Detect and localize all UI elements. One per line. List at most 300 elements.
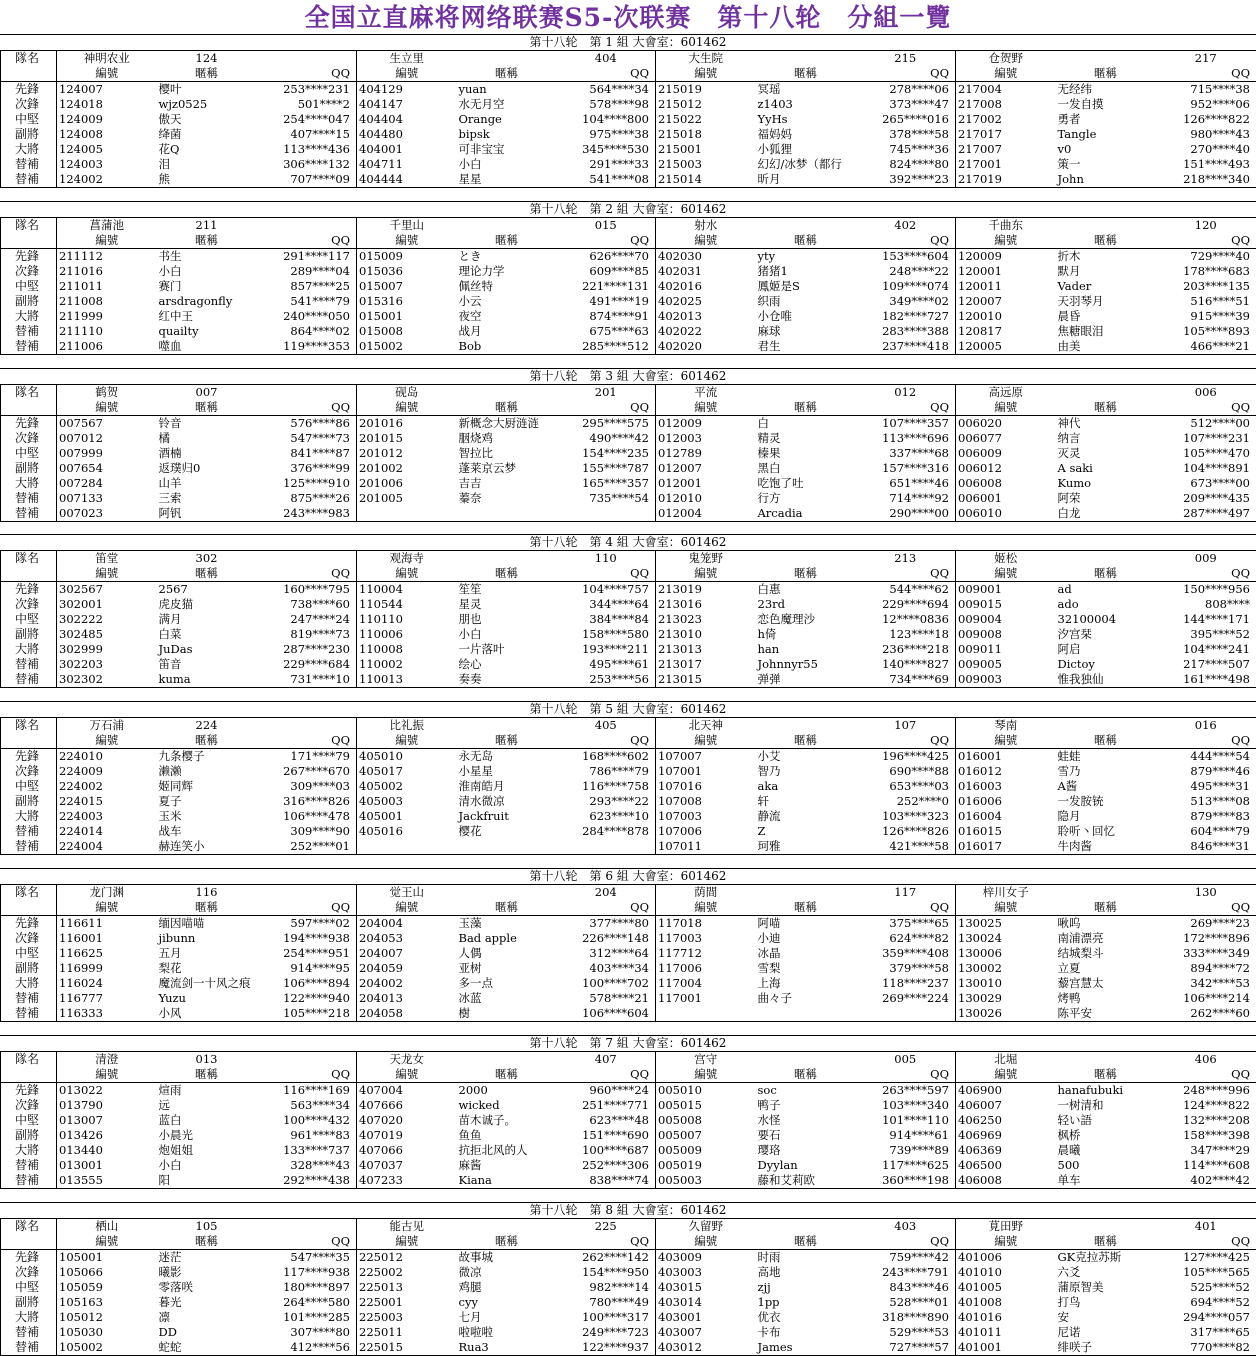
- table-row: [1, 1310, 1256, 1325]
- player-nick: wicked: [457, 1098, 557, 1113]
- group-header: 第十八轮 第 1 組 大會室：601462: [0, 34, 1256, 51]
- code-header: 編號: [57, 400, 157, 416]
- position-label: 中堅: [1, 1113, 57, 1128]
- position-label: 先鋒: [1, 916, 57, 932]
- player-code: 401016: [956, 1310, 1056, 1325]
- player-nick: 战车: [157, 824, 257, 839]
- team-spacer: [457, 1052, 557, 1067]
- table-row: [1, 324, 1256, 339]
- player-code: 009008: [956, 627, 1056, 642]
- team-name: 射水: [656, 218, 756, 233]
- player-qq: 217****507: [1156, 657, 1256, 672]
- header-blank: [1, 400, 57, 416]
- player-nick: 天羽琴月: [1056, 294, 1156, 309]
- player-code: 005003: [656, 1173, 756, 1189]
- player-qq: 158****398: [1156, 1128, 1256, 1143]
- position-label: 替補: [1, 672, 57, 688]
- team-spacer: [756, 551, 856, 566]
- player-code: 012007: [656, 461, 756, 476]
- table-row: [1, 642, 1256, 657]
- team-id: 116: [157, 885, 257, 900]
- player-nick: 啾呜: [1056, 916, 1156, 932]
- player-code: 007133: [57, 491, 157, 506]
- team-name: 栖山: [57, 1219, 157, 1234]
- qq-header: QQ: [856, 233, 956, 249]
- player-code: 201015: [357, 431, 457, 446]
- team-spacer: [457, 1219, 557, 1234]
- player-code: 224015: [57, 794, 157, 809]
- group-header: 第十八轮 第 6 組 大會室：601462: [0, 868, 1256, 885]
- player-nick: 魔流剑一十风之痕: [157, 976, 257, 991]
- player-nick: 蛇蛇: [157, 1340, 257, 1356]
- player-code: 016003: [956, 779, 1056, 794]
- group-block: [0, 34, 1256, 188]
- code-header: 編號: [956, 400, 1056, 416]
- player-qq: 127****425: [1156, 1249, 1256, 1265]
- player-code: 215014: [656, 172, 756, 188]
- player-qq: 544****62: [856, 582, 956, 598]
- player-code: 005007: [656, 1128, 756, 1143]
- player-qq: 140****827: [856, 657, 956, 672]
- player-qq: 407****15: [257, 127, 357, 142]
- team-name: 龙门渊: [57, 885, 157, 900]
- player-qq: 252****01: [257, 839, 357, 855]
- player-qq: 444****54: [1156, 749, 1256, 765]
- player-code: 402020: [656, 339, 756, 355]
- code-header: 編號: [956, 1067, 1056, 1083]
- player-nick: Rua3: [457, 1340, 557, 1356]
- player-nick: 夜空: [457, 309, 557, 324]
- position-label: 次鋒: [1, 264, 57, 279]
- team-name: 梓川女子: [956, 885, 1056, 900]
- player-nick: 濑濑: [157, 764, 257, 779]
- player-qq: 283****388: [856, 324, 956, 339]
- position-label: 替補: [1, 491, 57, 506]
- player-nick: bipsk: [457, 127, 557, 142]
- player-code: 107008: [656, 794, 756, 809]
- qq-header: QQ: [1156, 733, 1256, 749]
- team-id: 009: [1156, 551, 1256, 566]
- player-nick: [756, 1006, 856, 1022]
- qq-header: QQ: [557, 400, 656, 416]
- team-id: 211: [157, 218, 257, 233]
- player-code: 013426: [57, 1128, 157, 1143]
- player-code: 404480: [357, 127, 457, 142]
- position-label: 次鋒: [1, 1265, 57, 1280]
- header-blank: [1, 66, 57, 82]
- player-qq: 547****35: [257, 1249, 357, 1265]
- player-nick: 时雨: [756, 1249, 856, 1265]
- team-spacer: [257, 385, 357, 400]
- player-nick: 水怪: [756, 1113, 856, 1128]
- player-nick: 笛音: [157, 657, 257, 672]
- player-code: 217017: [956, 127, 1056, 142]
- table-row: [1, 1113, 1256, 1128]
- player-code: 204053: [357, 931, 457, 946]
- player-code: 117001: [656, 991, 756, 1006]
- nick-header: 暱稱: [457, 66, 557, 82]
- position-label: 大將: [1, 642, 57, 657]
- nick-header: 暱稱: [1056, 733, 1156, 749]
- player-qq: 117****938: [257, 1265, 357, 1280]
- team-spacer: [1056, 385, 1156, 400]
- player-nick: 阿启: [1056, 642, 1156, 657]
- player-code: 224009: [57, 764, 157, 779]
- player-nick: 23rd: [756, 597, 856, 612]
- player-code: 006001: [956, 491, 1056, 506]
- player-qq: 312****64: [557, 946, 656, 961]
- player-code: 116611: [57, 916, 157, 932]
- code-header: 編號: [357, 66, 457, 82]
- player-code: 120011: [956, 279, 1056, 294]
- player-code: 405016: [357, 824, 457, 839]
- header-blank: [1, 733, 57, 749]
- team-id: 302: [157, 551, 257, 566]
- group-header: 第十八轮 第 2 組 大會室：601462: [0, 201, 1256, 218]
- player-code: 215019: [656, 82, 756, 98]
- table-row: [1, 1173, 1256, 1189]
- team-spacer: [257, 718, 357, 733]
- code-header: 編號: [57, 66, 157, 82]
- player-code: 107001: [656, 764, 756, 779]
- player-qq: 105****565: [1156, 1265, 1256, 1280]
- player-code: 116999: [57, 961, 157, 976]
- group-table: [0, 218, 1256, 355]
- player-nick: 永无岛: [457, 749, 557, 765]
- group-header: 第十八轮 第 4 組 大會室：601462: [0, 534, 1256, 551]
- player-nick: 行方: [756, 491, 856, 506]
- qq-header: QQ: [856, 733, 956, 749]
- player-qq: 770****82: [1156, 1340, 1256, 1356]
- table-row: [1, 916, 1256, 932]
- team-label: 隊名: [1, 51, 57, 66]
- table-row: [1, 1249, 1256, 1265]
- player-nick: 织雨: [756, 294, 856, 309]
- team-spacer: [1056, 1052, 1156, 1067]
- player-qq: 466****21: [1156, 339, 1256, 355]
- team-id: 124: [157, 51, 257, 66]
- player-code: 006009: [956, 446, 1056, 461]
- team-spacer: [457, 218, 557, 233]
- player-nick: 故事城: [457, 1249, 557, 1265]
- player-qq: 960****24: [557, 1082, 656, 1098]
- player-nick: Bad apple: [457, 931, 557, 946]
- player-nick: 烤鸭: [1056, 991, 1156, 1006]
- player-nick: z1403: [756, 97, 856, 112]
- team-label: 隊名: [1, 718, 57, 733]
- player-nick: 冥瑶: [756, 82, 856, 98]
- team-name: 莧田野: [956, 1219, 1056, 1234]
- player-code: 302302: [57, 672, 157, 688]
- position-label: 先鋒: [1, 582, 57, 598]
- player-code: 406369: [956, 1143, 1056, 1158]
- team-name: 菖蒲池: [57, 218, 157, 233]
- qq-header: QQ: [257, 566, 357, 582]
- table-row: [1, 1082, 1256, 1098]
- team-id: 217: [1156, 51, 1256, 66]
- team-id: 215: [856, 51, 956, 66]
- group-table: [0, 718, 1256, 855]
- group-table: [0, 551, 1256, 688]
- position-label: 副將: [1, 1128, 57, 1143]
- group-table: [0, 1219, 1256, 1356]
- player-nick: 山羊: [157, 476, 257, 491]
- player-nick: 玉米: [157, 809, 257, 824]
- player-code: 105066: [57, 1265, 157, 1280]
- player-code: 009005: [956, 657, 1056, 672]
- player-nick: ado: [1056, 597, 1156, 612]
- group-header: 第十八轮 第 3 組 大會室：601462: [0, 368, 1256, 385]
- player-nick: 九条樱子: [157, 749, 257, 765]
- header-blank: [1, 1234, 57, 1250]
- player-qq: 295****575: [557, 415, 656, 431]
- team-spacer: [257, 51, 357, 66]
- table-row: [1, 582, 1256, 598]
- table-row: [1, 1158, 1256, 1173]
- position-label: 替補: [1, 1173, 57, 1189]
- player-nick: 绛菌: [157, 127, 257, 142]
- player-qq: 395****52: [1156, 627, 1256, 642]
- team-name: 观海寺: [357, 551, 457, 566]
- player-nick: 雪梨: [756, 961, 856, 976]
- player-nick: 亚树: [457, 961, 557, 976]
- team-spacer: [756, 1052, 856, 1067]
- position-label: 中堅: [1, 612, 57, 627]
- player-code: 406008: [956, 1173, 1056, 1189]
- player-nick: 纳言: [1056, 431, 1156, 446]
- player-nick: yty: [756, 248, 856, 264]
- team-name: 比礼振: [357, 718, 457, 733]
- player-code: 225001: [357, 1295, 457, 1310]
- code-header: 編號: [656, 66, 756, 82]
- player-code: 012010: [656, 491, 756, 506]
- team-spacer: [1056, 1219, 1156, 1234]
- team-spacer: [756, 51, 856, 66]
- position-label: 次鋒: [1, 1098, 57, 1113]
- team-name: 北堀: [956, 1052, 1056, 1067]
- table-row: [1, 657, 1256, 672]
- team-id: 107: [856, 718, 956, 733]
- player-code: 204004: [357, 916, 457, 932]
- player-nick: v0: [1056, 142, 1156, 157]
- qq-header: QQ: [1156, 66, 1256, 82]
- nick-header: 暱稱: [157, 733, 257, 749]
- team-name: 千曲东: [956, 218, 1056, 233]
- player-code: 204059: [357, 961, 457, 976]
- table-row: [1, 97, 1256, 112]
- group-block: [0, 701, 1256, 855]
- nick-header: 暱稱: [157, 233, 257, 249]
- player-qq: 226****148: [557, 931, 656, 946]
- player-nick: 淮南皓月: [457, 779, 557, 794]
- table-row: [1, 248, 1256, 264]
- player-nick: 璎珞: [756, 1143, 856, 1158]
- player-nick: 新概念大厨涟涟: [457, 415, 557, 431]
- player-qq: 107****231: [1156, 431, 1256, 446]
- team-spacer: [756, 218, 856, 233]
- player-code: 403014: [656, 1295, 756, 1310]
- player-nick: 小艾: [756, 749, 856, 765]
- player-qq: 576****86: [257, 415, 357, 431]
- player-qq: 318****890: [856, 1310, 956, 1325]
- position-label: 副將: [1, 1295, 57, 1310]
- player-nick: 迷茫: [157, 1249, 257, 1265]
- player-qq: 253****56: [557, 672, 656, 688]
- player-nick: [457, 506, 557, 522]
- player-nick: soc: [756, 1082, 856, 1098]
- position-label: 中堅: [1, 279, 57, 294]
- player-nick: 小迪: [756, 931, 856, 946]
- player-qq: 267****670: [257, 764, 357, 779]
- player-qq: 653****03: [856, 779, 956, 794]
- team-id: 402: [856, 218, 956, 233]
- player-code: 110002: [357, 657, 457, 672]
- table-row: [1, 1265, 1256, 1280]
- player-qq: 780****49: [557, 1295, 656, 1310]
- player-nick: 鸡腿: [457, 1280, 557, 1295]
- player-nick: 藜宫慧太: [1056, 976, 1156, 991]
- player-qq: 104****757: [557, 582, 656, 598]
- player-qq: 165****357: [557, 476, 656, 491]
- player-code: 110013: [357, 672, 457, 688]
- player-code: 105002: [57, 1340, 157, 1356]
- table-row: [1, 839, 1256, 855]
- nick-header: 暱稱: [457, 566, 557, 582]
- player-nick: 汐宫栞: [1056, 627, 1156, 642]
- player-code: 110004: [357, 582, 457, 598]
- player-qq: 501****2: [257, 97, 357, 112]
- player-qq: 349****02: [856, 294, 956, 309]
- table-row: [1, 127, 1256, 142]
- player-nick: 1pp: [756, 1295, 856, 1310]
- player-qq: 563****34: [257, 1098, 357, 1113]
- player-code: 302485: [57, 627, 157, 642]
- position-label: 先鋒: [1, 749, 57, 765]
- player-code: 105030: [57, 1325, 157, 1340]
- player-qq: 153****604: [856, 248, 956, 264]
- player-qq: 203****135: [1156, 279, 1256, 294]
- player-nick: 啦啦啦: [457, 1325, 557, 1340]
- player-qq: 264****580: [257, 1295, 357, 1310]
- team-id: 007: [157, 385, 257, 400]
- player-code: 211016: [57, 264, 157, 279]
- position-label: 替補: [1, 991, 57, 1006]
- player-nick: 聆听丶回忆: [1056, 824, 1156, 839]
- player-code: 013440: [57, 1143, 157, 1158]
- player-nick: 要石: [756, 1128, 856, 1143]
- player-nick: 默月: [1056, 264, 1156, 279]
- player-qq: 104****891: [1156, 461, 1256, 476]
- table-row: [1, 1006, 1256, 1022]
- player-code: 213019: [656, 582, 756, 598]
- team-spacer: [457, 51, 557, 66]
- player-nick: Kiana: [457, 1173, 557, 1189]
- player-qq: 690****88: [856, 764, 956, 779]
- player-nick: 惟我独仙: [1056, 672, 1156, 688]
- player-code: 120010: [956, 309, 1056, 324]
- player-nick: 灭灵: [1056, 446, 1156, 461]
- player-code: 005009: [656, 1143, 756, 1158]
- player-code: 217007: [956, 142, 1056, 157]
- player-code: 012004: [656, 506, 756, 522]
- player-code: 224010: [57, 749, 157, 765]
- player-qq: 263****597: [856, 1082, 956, 1098]
- team-label: 隊名: [1, 385, 57, 400]
- player-qq: 528****01: [856, 1295, 956, 1310]
- team-name: 高远原: [956, 385, 1056, 400]
- player-qq: 116****169: [257, 1082, 357, 1098]
- player-qq: 378****58: [856, 127, 956, 142]
- table-row: [1, 597, 1256, 612]
- team-spacer: [257, 551, 357, 566]
- player-qq: 125****910: [257, 476, 357, 491]
- player-code: 211999: [57, 309, 157, 324]
- player-code: 015036: [357, 264, 457, 279]
- table-row: [1, 506, 1256, 522]
- player-code: 407004: [357, 1082, 457, 1098]
- table-row: [1, 461, 1256, 476]
- player-code: 120007: [956, 294, 1056, 309]
- player-code: 211008: [57, 294, 157, 309]
- table-row: [1, 339, 1256, 355]
- team-name: 宫守: [656, 1052, 756, 1067]
- group-table: [0, 385, 1256, 522]
- player-nick: 红中王: [157, 309, 257, 324]
- qq-header: QQ: [257, 66, 357, 82]
- player-nick: 樱叶: [157, 82, 257, 98]
- player-nick: 福妈妈: [756, 127, 856, 142]
- player-qq: 124****822: [1156, 1098, 1256, 1113]
- player-code: 105163: [57, 1295, 157, 1310]
- player-qq: 360****198: [856, 1173, 956, 1189]
- player-nick: 笙笙: [457, 582, 557, 598]
- player-nick: 恋色魔理沙: [756, 612, 856, 627]
- table-row: [1, 1340, 1256, 1356]
- player-qq: 101****285: [257, 1310, 357, 1325]
- player-nick: 暮光: [157, 1295, 257, 1310]
- player-qq: 982****14: [557, 1280, 656, 1295]
- player-nick: Orange: [457, 112, 557, 127]
- player-nick: 2567: [157, 582, 257, 598]
- player-nick: 焦糖眼泪: [1056, 324, 1156, 339]
- player-code: 204013: [357, 991, 457, 1006]
- player-code: 211110: [57, 324, 157, 339]
- nick-header: 暱稱: [1056, 566, 1156, 582]
- player-qq: 342****53: [1156, 976, 1256, 991]
- player-code: 124003: [57, 157, 157, 172]
- player-qq: 306****132: [257, 157, 357, 172]
- player-code: 015002: [357, 339, 457, 355]
- team-spacer: [756, 885, 856, 900]
- position-label: 副將: [1, 961, 57, 976]
- nick-header: 暱稱: [1056, 66, 1156, 82]
- player-qq: 547****73: [257, 431, 357, 446]
- player-qq: 808****: [1156, 597, 1256, 612]
- player-nick: 白菜: [157, 627, 257, 642]
- player-code: 402013: [656, 309, 756, 324]
- player-nick: 32100004: [1056, 612, 1156, 627]
- player-nick: 虎皮猫: [157, 597, 257, 612]
- player-code: 403003: [656, 1265, 756, 1280]
- code-header: 編號: [656, 1067, 756, 1083]
- player-code: 407233: [357, 1173, 457, 1189]
- player-qq: 292****438: [257, 1173, 357, 1189]
- player-nick: 星灵: [457, 597, 557, 612]
- player-qq: 915****39: [1156, 309, 1256, 324]
- table-row: [1, 1295, 1256, 1310]
- table-row: [1, 672, 1256, 688]
- team-id: 224: [157, 718, 257, 733]
